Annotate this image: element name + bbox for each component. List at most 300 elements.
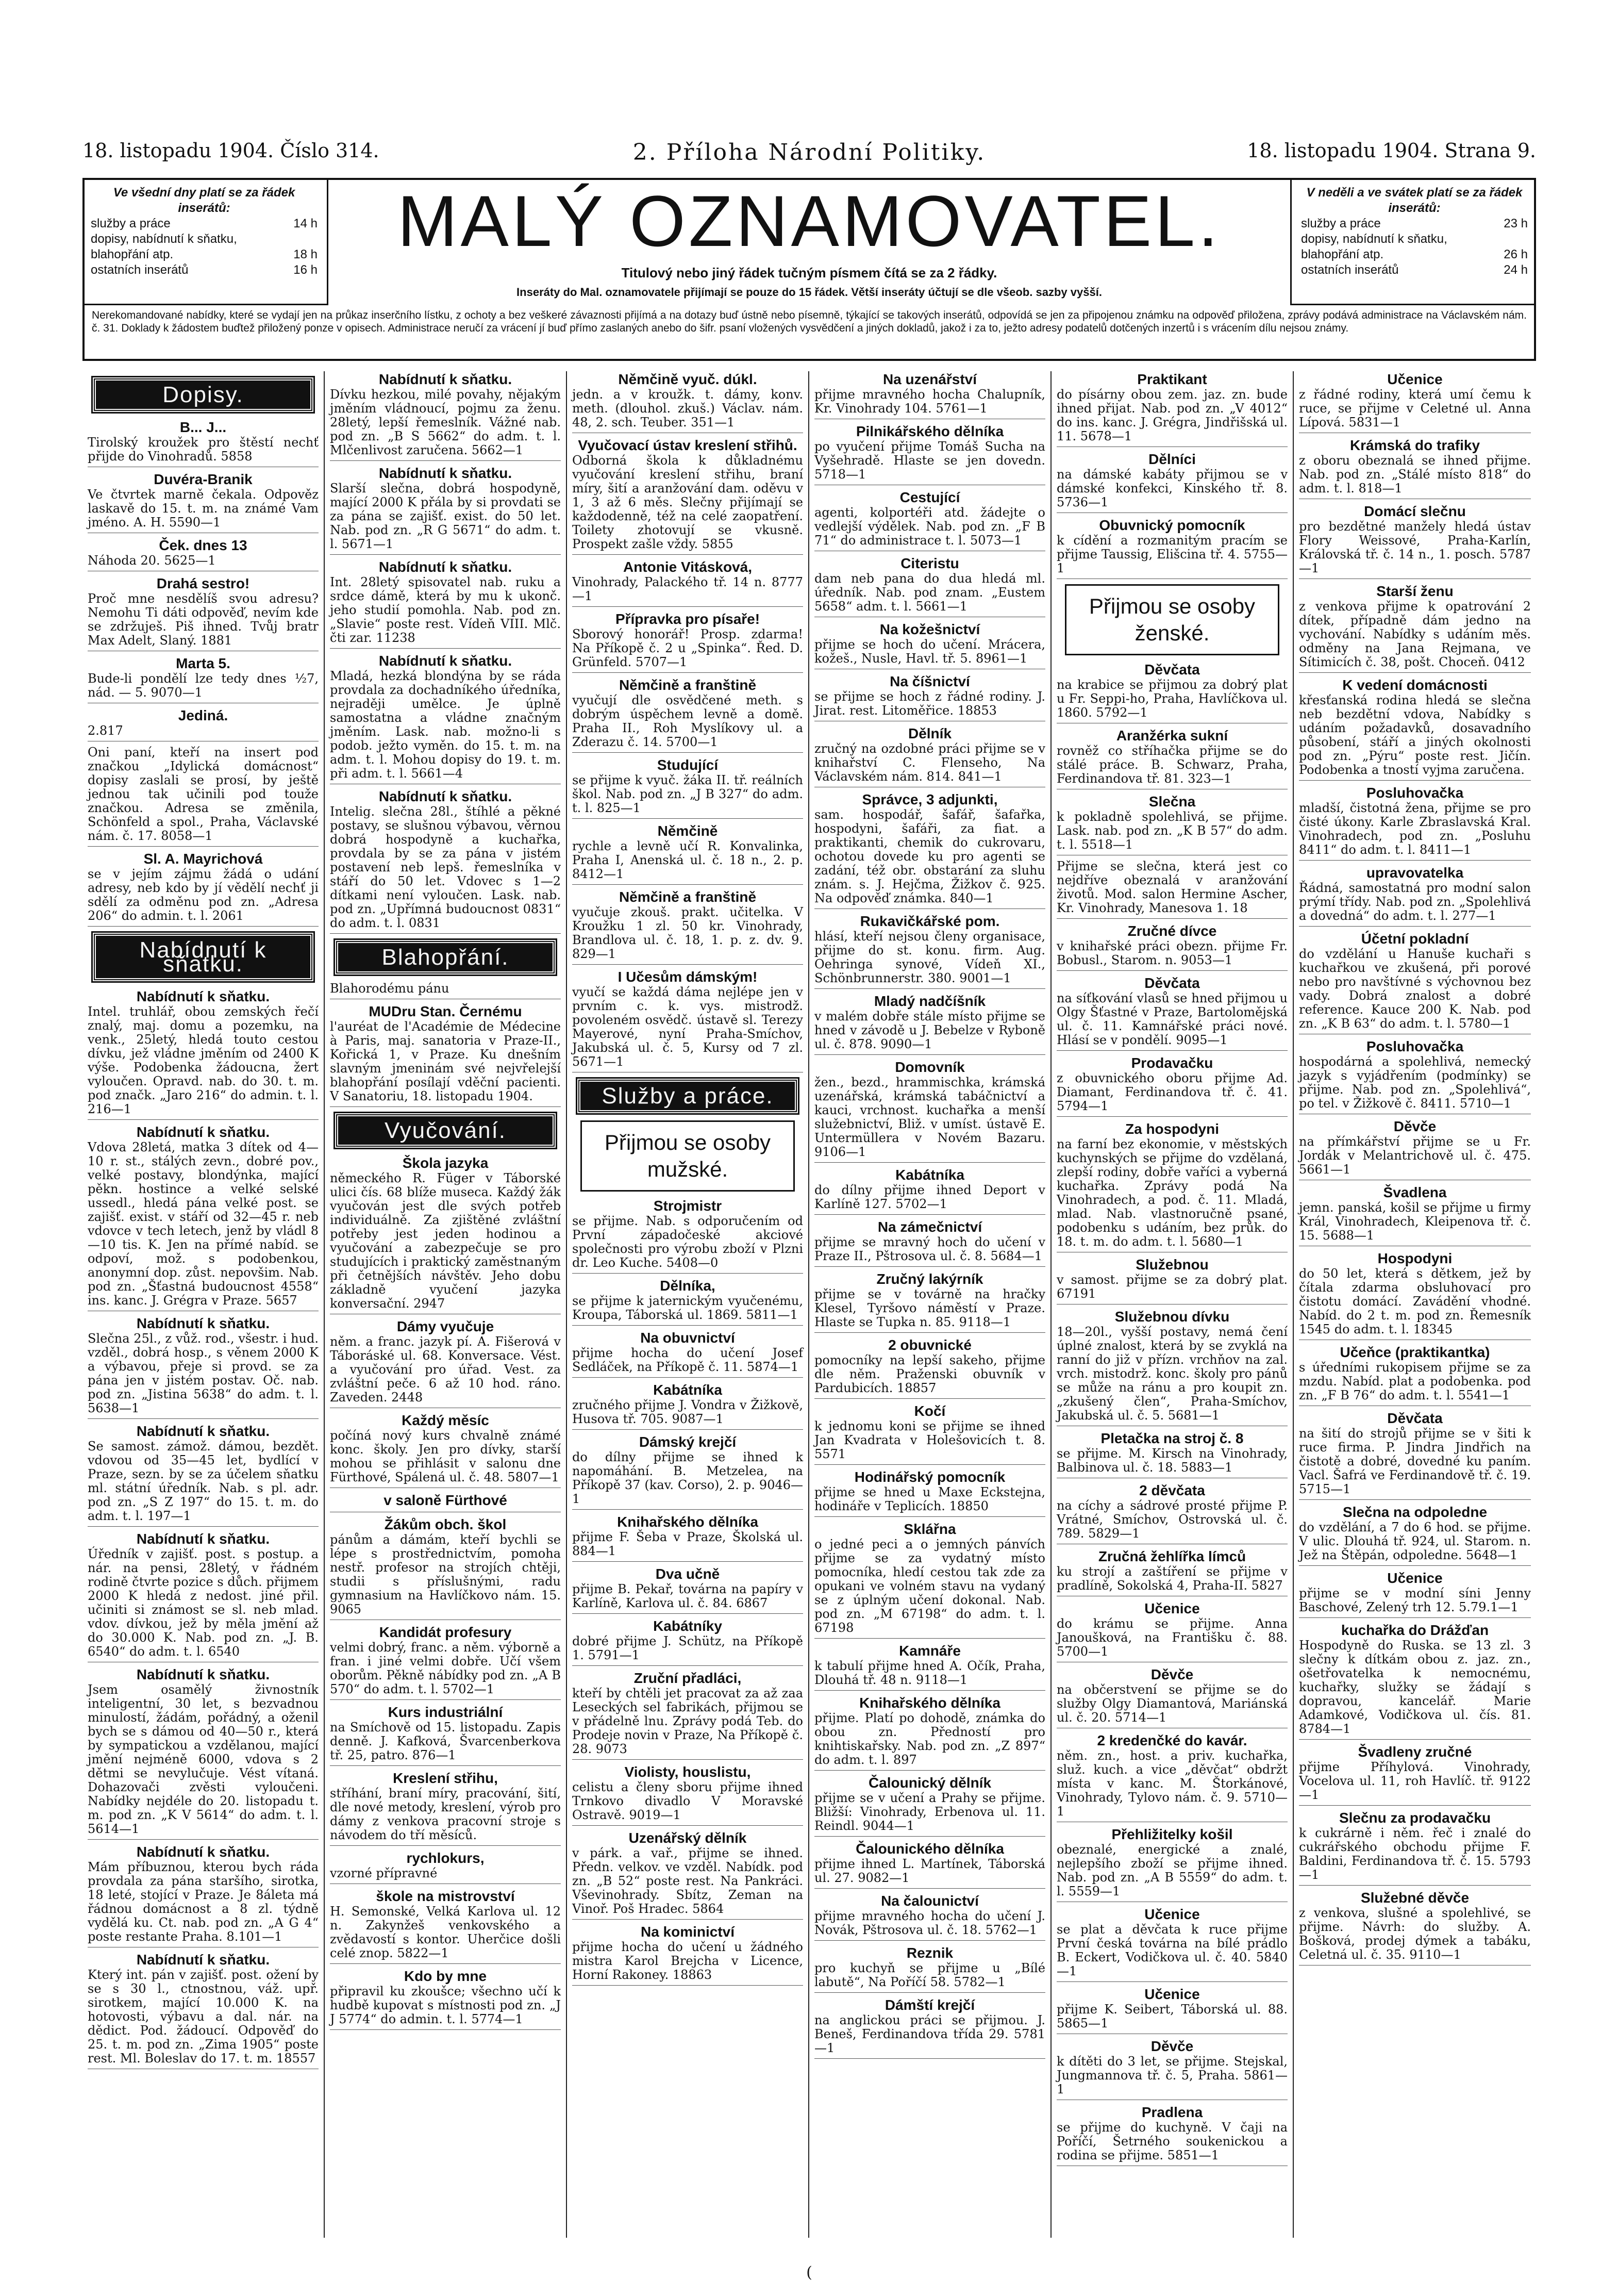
classified-ad [814, 371, 1045, 419]
ad-heading: Reznik [906, 1945, 954, 1961]
classified-ad [572, 371, 803, 433]
classified-ad [814, 1271, 1045, 1333]
ad-heading: MUDru Stan. Černému [369, 1003, 522, 1019]
ad-heading: Dělník [908, 725, 952, 741]
ad-body: se v jejím zájmu žádá o udání adresy, neb kdo by jí vědělí nechť ji sdělí za odměnu pod zn. „Adresa 206“ do admin. t. l. 2061 [88, 867, 319, 923]
ad-body: něm. zn., host. a priv. kuchařka, služ. kuch. a vice „děvčat“ obdržt místa v kanc. M. Štorkánové, Vinohrady, Tylovo nám. č. 9. 5710—1 [1057, 1748, 1288, 1819]
section-heading: Blahopřání. [335, 940, 556, 974]
classified-ad [1057, 451, 1288, 513]
weekday-rate-row [91, 262, 318, 278]
classified-ad [1299, 371, 1531, 433]
ad-body: na anglickou práci se přijmou. J. Beneš, Ferdinandova třída 29. 5781—1 [814, 2013, 1045, 2055]
ad-heading: Nabídnutí k sňatku. [136, 1423, 270, 1439]
classified-ad [330, 1003, 561, 1107]
classified-ad [1299, 583, 1531, 673]
ad-body: z řádné rodiny, která umí čemu k ruce, se přijme v Celetné ul. Anna Lípová. 5831—1 [1299, 387, 1531, 430]
ad-body: pro bezdětné manžely hledá ústav Flory Weissové, Praha-Karlín, Královská tř. č. 14 n., 1. posch. 5787—1 [1299, 519, 1531, 575]
ad-heading: Duvéra-Branik [154, 471, 253, 487]
ad-heading: Hospodyni [1377, 1250, 1453, 1266]
ad-heading: Správce, 3 adjunkti, [862, 791, 998, 807]
classified-ad [1299, 1118, 1531, 1180]
ad-body: hlásí, kteří nejsou členy organisace, přijme do st. konu. firm. Aug. Oehringa synové, Vídeň XI., Schönbrunnerstr. 380. 9001—1 [814, 929, 1045, 985]
ad-body: mladší, čistotná žena, přijme se pro čisté úkony. Karle Zbraslavská Kral. Vinohradech, pod zn. „Posluhu 8411“ do adm. t. l. 8411—1 [1299, 801, 1531, 857]
holiday-rate-label: dopisy, nabídnutí k sňatku, [1301, 232, 1447, 246]
classified-ad [330, 1516, 561, 1620]
ad-heading: Za hospodyni [1125, 1121, 1219, 1137]
banner-info: Inseráty do Mal. oznamovatele přijímají se pouze do 15 řádek. Větší inseráty účtují se dle všeob. sazby vyšší. [516, 286, 1102, 299]
ad-heading: upravovatelka [1366, 865, 1464, 881]
ad-body: německého R. Füger v Táborské ulici čís. 68 blíže museca. Každý žák vyučován jest dle svých potřeb individuálně. Za zjištěné zvláštní potřeby jest jeden hodinou a vyučování a zabezpečuje se pro studujících i praktický zaměstnaným při četnějších návštěv. Jeho dobu základně vyučení jazyka konversační. 2947 [330, 1171, 561, 1311]
ad-body: Přijme se slečna, která jest co nejdříve obeznalá v aranžování životů. Mod. salon Hermine Ascher, Kr. Vinohrady, Manesova 1. 18 [1057, 859, 1288, 915]
ad-body: 18—20l., vyšší postavy, nemá čení úplné znalost, která by se zvyklá na ranní do již v přízn. vrchňov na zal. vrch. mistodrž. konc. školy pro pánů se může na ránu a pro koupit zn. „zkušený člen“, Praha-Smíchov, Jakubská ul. č. 5. 5681—1 [1057, 1325, 1288, 1423]
ad-column-3 [567, 371, 809, 2238]
ad-body: Proč mne nesdělíš svou adresu? Nemohu Ti dáti odpověď, nevím kde se zdržuješ. Piš ihned. Tvůj bratr Max Adelt, Slaný. 1881 [88, 591, 319, 648]
ad-body: přijme se v učení a Prahy se přijme. Bližší: Vinohrady, Erbenova ul. 11. Reindl. 9044—1 [814, 1791, 1045, 1833]
ad-column-2 [325, 371, 567, 2238]
classified-ad [1057, 1309, 1288, 1426]
classified-ad [330, 1770, 561, 1846]
ad-heading: Děvčata [1387, 1410, 1443, 1426]
ad-body: Úředník v zajišť. post. s postup. a nár. na pensi, 28letý, v řádném rodině čtvrte pozice s důch. přijmem 2000 K hledá z nedost. jiné přil. učiniti si známost se sl. neb mlad. vdov. dívkou, jež by měla jmění až do 30.000 K. Nab. pod zn. „J. B. 6540“ do adm. t. l. 6540 [88, 1547, 319, 1659]
ad-body: Hospodyně do Ruska. se 13 zl. 3 slečny k dítkám obou z. jaz. zn., ošetřovatelka k nemocnému, kuchařky, služky se žádají s dopravou, kancelář. Marie Adamkové, Vodičkova ul. čís. 81. 8784—1 [1299, 1638, 1531, 1736]
classified-ad [572, 1330, 803, 1378]
classified-ad [1299, 1038, 1531, 1114]
classified-ad [814, 1945, 1045, 1993]
ad-column-5 [1052, 371, 1294, 2238]
classified-ad [572, 1830, 803, 1920]
weekday-rate-label: ostatních inserátů [91, 263, 189, 277]
section-heading: Dopisy. [93, 377, 313, 412]
ad-heading: Němčině vyuč. dúkl. [618, 371, 757, 387]
classified-ad [1299, 785, 1531, 861]
ad-columns [82, 371, 1536, 2238]
ad-body: Vdova 28letá, matka 3 dítek od 4—10 r. st., stálých zevn., dobré pov., velké postavy, blondýnka, mající pěkn. hostince a velké selské ussedl., hledá pána velké post. se zajišť. exist. v stáří od 32—45 r. neb vdovce v tech letech, jenž by vládl 8—10 tis. K. Jen na přímé nabíd. se odpoví, mož. s podobenkou, anonymní dop. zůst. nepovšim. Nab. pod zn. „Šťastná budoucnost 4558“ ins. kanc. J. Grégra v Praze. 5657 [88, 1140, 319, 1308]
ad-body: na občerstvení se přijme se do služby Olgy Diamantová, Mariánská ul. č. 20. 5714—1 [1057, 1682, 1288, 1725]
classified-ad [88, 1952, 319, 2069]
ad-heading: Učenice [1144, 1600, 1200, 1616]
classified-ad [1057, 1257, 1288, 1304]
classified-ad [1057, 1666, 1288, 1728]
ad-body: přijme se v továrně na hračky Klesel, Tyršovo náměstí v Praze. Hlaste se Tupka n. 85. 9118—1 [814, 1287, 1045, 1329]
ad-heading: Nabídnutí k sňatku. [378, 371, 512, 387]
ad-body: jemn. panská, košil se přijme u firmy Král, Vinohradech, Kleipenova tř. č. 15. 5688—1 [1299, 1200, 1531, 1243]
ad-body: zručný na ozdobné práci přijme se v knihařství C. Flenseho, Na Václavském nám. 814. 841—1 [814, 741, 1045, 784]
classified-ad [1057, 1055, 1288, 1117]
ad-body: na krabice se přijmou za dobrý plat u Fr. Seppi-ho, Praha, Havlíčkova ul. 1860. 5792—1 [1057, 678, 1288, 720]
classified-ad [572, 559, 803, 607]
ad-heading: Učenice [1144, 1906, 1200, 1922]
ad-heading: Vyučovací ústav kreslení střihů. [578, 437, 797, 453]
ad-body: Int. 28letý spisovatel nab. ruku a srdce dámě, která by mu k ukonč. jeho studií pomohla. Nab. pod zn. „Slavie“ poste rest. Vídeň VIII. Mlč. čti zar. 11238 [330, 575, 561, 645]
holiday-rate-label: ostatních inserátů [1301, 263, 1399, 277]
ad-body: v malém dobře stále místo přijme se hned v závodě u J. Bebelze v Ryboně ul. č. 878. 9090—1 [814, 1009, 1045, 1051]
ad-heading: Přípravka pro písaře! [615, 611, 760, 627]
ad-body: s úředními rukopisem přijme se za mzdu. Nabíd. plat a podobenka. pod zn. „F B 76“ do adm. t. l. 5541—1 [1299, 1360, 1531, 1402]
ad-body: k cukrárně i něm. řeč i znalé do cukrářského obchodu přijme F. Baldini, Ferdinandova tř. č. 15. 5793—1 [1299, 1826, 1531, 1882]
ad-body: Oni paní, kteří na insert pod značkou „Idylická domácnost“ dopisy zaslali se prosí, by ještě jednou tak učinili pod touže značkou. Adresa se změnila, Schönfeld a spol., Praha, Václavské nám. č. 17. 8058—1 [88, 745, 319, 843]
ad-body: do dílny přijme se ihned k napomáhání. B. Metzelea, na Příkopě 37 (kav. Corso), 2. p. 9046—1 [572, 1450, 803, 1506]
classified-ad [572, 1566, 803, 1614]
ad-body: z oboru obeznalá se ihned přijme. Nab. pod zn. „Stálé místo 818“ do adm. t. l. 818—1 [1299, 453, 1531, 495]
classified-ad [88, 1531, 319, 1662]
holiday-rate-price: 23 h [1504, 217, 1528, 230]
ad-heading: Švadlena [1383, 1184, 1447, 1200]
ad-body: do 50 let, která s dětkem, jež by čítala zdarma obsluhovací pro čistotu domácí. Zavádění vhodné. Nabíd. do 2 t. m. pod zn. Řemesník 1545 do adm. t. l. 18345 [1299, 1266, 1531, 1336]
ad-heading: Němčině a franštině [619, 889, 757, 905]
ad-heading: Praktikant [1137, 371, 1207, 387]
banner-note: Nerekomandované nabídky, které se vydají jen na průkaz inserčního lístku, z ochoty a bez veškeré závaznosti přijímá a na dotazy buď ústně nebo písemně, týkající se takových inserátů, odpovídá se jen za připojenou známku na odpověď přiložena, zprávy podává administrace na Václavském nám. č. 31. Doklady k žádostem buďtež přiložený ponze v opisech. Administrace neručí za vrácení jí buď přímo zaslaných anebo do šifr. psaní vložených vysvědčení a jiných dokladů, jakož i za to, ježto adresy podatelů dotčených inzertů i s vrácením dílu nejsou známy. [92, 309, 1527, 334]
ad-body: se plat a děvčata k ruce přijme První česká továrna na bílé prádlo B. Eckert, Vodičkova ul. č. 40. 5840—1 [1057, 1922, 1288, 1978]
ad-heading: Dělníka, [660, 1278, 715, 1294]
ad-heading: Škola jazyka [402, 1155, 489, 1171]
ad-body: přijme se hoch do učení. Mrácera, kožeš., Nusle, Havl. tř. 5. 8961—1 [814, 637, 1045, 666]
ad-body: na dámské kabáty přijmou se v dámské konfekci, Kinského tř. 8. 5736—1 [1057, 467, 1288, 509]
classified-ad [330, 788, 561, 934]
page-header [82, 139, 1536, 170]
ad-heading: Kabátníky [653, 1618, 722, 1634]
classified-ad [330, 1412, 561, 1488]
ad-heading: Nabídnutí k sňatku. [378, 559, 512, 575]
classified-ad [572, 969, 803, 1072]
classified-ad [88, 537, 319, 571]
classified-ad [1299, 1810, 1531, 1886]
ad-body: do písárny obou zem. jaz. zn. bude ihned přijat. Nab. pod zn. „V 4012“ do ins. kanc. J. Grégra, Jindřišská ul. 11. 5678—1 [1057, 387, 1288, 443]
ad-heading: Kurs industriální [388, 1704, 503, 1720]
ad-heading: Dámy vyučuje [396, 1318, 494, 1334]
ad-body: se přijme do kuchyně. V čaji na Poříčí, Šetrného soukenickou a rodina se přijme. 5851—1 [1057, 2120, 1288, 2162]
ad-body: přijme. Platí po dohodě, známka do obou zn. Předností pro knihtiskařsky. Nab. pod zn. „Z 897“ do adm. t. l. 897 [814, 1711, 1045, 1767]
ad-body: v knihařské práci obezn. přijme Fr. Bobusl., Starom. n. 9053—1 [1057, 939, 1288, 967]
ad-heading: v saloně Fürthové [383, 1492, 507, 1508]
ad-body: Intelig. slečna 28l., štíhlé a pěkné postavy, se slušnou výbavou, věrnou dobrá hospodyně a kuchařka, provdala by se za pána v jistém postavení neb lepš. řemeslníka v stáří do 50 let. Vdovec s 1—2 dítkami není vyloučen. Lask. nab. pod zn. „Upřímná budoucnost 0831“ do adm. t. l. 0831 [330, 804, 561, 930]
ad-heading: Nabídnutí k sňatku. [136, 1124, 270, 1140]
ad-heading: Učeňce (praktikantka) [1340, 1344, 1490, 1360]
weekday-rate-label: blahopřání atp. [91, 247, 174, 261]
ad-body: hospodárná a spolehlivá, nemecký jazyk s vyjádřením (podmínky) se přijme. Nab. pod zn. „Spolehlivá“, po tel. v Žižkově č. 8411. 5710—1 [1299, 1054, 1531, 1111]
ad-heading: Pletačka na stroj č. 8 [1100, 1430, 1244, 1446]
ad-body: pánům a dámám, kteří bychli se lépe s prostřednictvím, pomoha nestř. profesor na strojích chtěji, studii s příslušnými, radu gymnasium na Havlíčkovo nám. 15. 9065 [330, 1532, 561, 1616]
ad-heading: Na kožešnictví [879, 621, 980, 637]
classified-ad [88, 988, 319, 1120]
ad-heading: Na čalounictví [881, 1893, 979, 1909]
classified-ad [814, 725, 1045, 787]
ad-heading: Děvče [1150, 1666, 1194, 1682]
classified-ad [1057, 1121, 1288, 1252]
newspaper-page [82, 129, 1536, 2282]
ad-body: k tabulí přijme hned A. Očík, Praha, Dlouhá tř. 48 n. 9118—1 [814, 1659, 1045, 1687]
ad-body: žen., bezd., hrammischka, krámská uzenářská, krámská tabáčnictví a kauci, vrchnost. kuchařka a menší služebnictví, Bliž. v umíst. ústavě E. Untermüllera v Novém Bazaru. 9106—1 [814, 1075, 1045, 1159]
ad-heading: Slečna [1148, 794, 1196, 810]
classified-ad [814, 1643, 1045, 1691]
ad-body: k pokladně spolehlivá, se přijme. Lask. nab. pod zn. „K B 57“ do adm. t. l. 5518—1 [1057, 810, 1288, 852]
ad-body: celistu a členy sboru přijme ihned Trnkovo divadlo V Moravské Ostravě. 9019—1 [572, 1780, 803, 1822]
classifieds-banner [82, 178, 1536, 361]
ad-column-1 [82, 371, 325, 2238]
classified-ad [1057, 1906, 1288, 1982]
ad-heading: Němčině a franštině [619, 677, 757, 693]
holiday-rate-row [1301, 247, 1528, 262]
ad-heading: Nabídnutí k sňatku. [378, 788, 512, 804]
classified-ad [1299, 1744, 1531, 1806]
ad-body: k dítěti do 3 let, se přijme. Stejskal, Jungmannova tř. č. 5, Praha. 5861—1 [1057, 2054, 1288, 2096]
weekday-rate-price: 18 h [293, 247, 318, 261]
ad-body: přijme se mravný hoch do učení v Praze II., Pštrosova ul. č. 8. 5684—1 [814, 1235, 1045, 1263]
ad-heading: Kabátníka [895, 1167, 964, 1183]
classified-ad [572, 1618, 803, 1666]
classified-ad [88, 1844, 319, 1947]
classified-ad [572, 1278, 803, 1326]
classified-ad [330, 653, 561, 784]
ad-heading: Domácí slečnu [1364, 503, 1466, 519]
ad-body: přijme hocha do učení Josef Sedláček, na Příkopě č. 11. 5874—1 [572, 1346, 803, 1374]
ad-heading: Dva učně [655, 1566, 720, 1582]
classified-ad [1057, 794, 1288, 855]
ad-body: Bude-li pondělí lze tedy dnes ½7, nád. — 5. 9070—1 [88, 671, 319, 700]
classified-ad [1299, 1504, 1531, 1566]
ad-body: H. Semonské, Velká Karlova ul. 12 n. Zakynžeš venkovského a zvědavostí s kontor. Uherčice došli celé znop. 5822—1 [330, 1904, 561, 1960]
ad-heading: Ček. dnes 13 [159, 537, 247, 553]
ad-body: na Smíchově od 15. listopadu. Zapis denně. J. Kafková, Švarcenberkova tř. 25, patro. 876—1 [330, 1720, 561, 1762]
holiday-rate-row [1301, 232, 1528, 247]
ad-body: na přímkářství přijme se u Fr. Jordák v Melantrichově ul. č. 475. 5661—1 [1299, 1134, 1531, 1177]
holiday-rate-row [1301, 262, 1528, 278]
classified-ad [1057, 371, 1288, 447]
ad-body: 2.817 [88, 723, 123, 738]
ad-body: přijme Příhylová. Vinohrady, Vocelova ul. 11, roh Havlíč. tř. 9122—1 [1299, 1760, 1531, 1802]
classified-ad [572, 1924, 803, 1986]
ad-body: Mladá, hezká blondýna by se ráda provdala za dochadníkého úředníka, nejraději umělce. Je úplně samostatna a vládne značným jměním. Lask. nab. možno-li s podob. ježto vyměn. do 15. t. m. na adm. t. l. Mohou dopisy do 19. t. m. při adm. t. l. 5661—4 [330, 669, 561, 781]
ad-body: po vyučení přijme Tomáš Sucha na Vyšehradě. Hlaste se jen dovedn. 5718—1 [814, 439, 1045, 482]
ad-heading: Violisty, houslistu, [624, 1764, 751, 1780]
holiday-rates-heading: V neděli a ve svátek platí se za řádek inserátů: [1306, 186, 1523, 215]
classified-ad [330, 1492, 561, 1512]
classified-ad [330, 371, 561, 461]
section-heading: Nabídnutí k sňatku. [93, 933, 313, 981]
ad-body: pro kuchyň se přijme u „Bílé labutě“, Na Poříčí 58. 5782—1 [814, 1961, 1045, 1989]
ad-heading: 2 obuvnické [888, 1337, 972, 1353]
weekday-rate-price: 16 h [293, 263, 318, 277]
classified-ad [1057, 1986, 1288, 2034]
ad-body: vyučí se každá dáma nejlépe jen v prvním c. k. vys. mistrodž. povoleném osvědč. ústavě sl. Terezy Mayerové, nyní Praha-Smíchov, Jakubská ul. č. 5, Kursy od 7 zl. 5671—1 [572, 985, 803, 1069]
classified-ad [88, 1124, 319, 1311]
classified-ad [1299, 1622, 1531, 1740]
classified-ad [814, 791, 1045, 909]
ad-body: dam neb pana do dua hledá ml. úředník. Nab. pod znam. „Eustem 5658“ adm. t. l. 5661—1 [814, 571, 1045, 614]
ad-body: Se samost. zámož. dámou, bezdět. vdovou od 35—45 let, bydlící v Praze, sezn. by se za účelem sňatku ml. státní úředník. Nab. s pl. adr. pod zn. „S Z 197“ do 15. t. m. do adm. t. l. 197—1 [88, 1439, 319, 1523]
ad-heading: Pilnikářského dělníka [856, 423, 1004, 439]
ad-body: z venkova přijme k opatrování 2 dítek, případně dám jedno na vychování. Nabídky s udáním měs. odměny na Jana Rejmana, ve Sítimicích č. 38, pošt. Choceň. 0412 [1299, 599, 1531, 669]
classified-ad [1057, 975, 1288, 1051]
ad-heading: Studující [657, 757, 719, 773]
classified-ad [814, 913, 1045, 989]
classified-ad [572, 1198, 803, 1274]
holiday-rate-row [1301, 216, 1528, 232]
classified-ad [330, 982, 561, 999]
ad-heading: kuchařka do Drážďan [1341, 1622, 1489, 1638]
ad-body: Sborový honorář! Prosp. zdarma! Na Příkopě č. 2 u „Spinka“. Řed. D. Grünfeld. 5707—1 [572, 627, 803, 669]
ad-heading: Kandidát profesury [379, 1624, 512, 1640]
classified-ad [330, 1704, 561, 1766]
ad-body: obeznalé, energické a znalé, nejlepšího zboží se přijme ihned. Nab. pod zn. „A B 5559“ do adm. t. l. 5559—1 [1057, 1842, 1288, 1898]
classified-ad [814, 1893, 1045, 1941]
classified-ad [814, 489, 1045, 551]
classified-ad [572, 611, 803, 673]
classified-ad [1299, 931, 1531, 1034]
ad-body: vyučuje zkouš. prakt. učitelka. V Kroužku 1 zl. 50 kr. Vinohrady, Brandlova ul. č. 18, 1. p. z. dv. 9. 829—1 [572, 905, 803, 961]
classified-ad [814, 1841, 1045, 1889]
classified-ad [88, 746, 319, 847]
classified-ad [330, 1850, 561, 1884]
ad-heading: Zručný lakýrník [876, 1271, 983, 1287]
classified-ad [572, 889, 803, 965]
ad-body: na farní bez ekonomie, v městských kuchynských se přijme do vzdělaná, zlepší rodiny, dobře vaříci a vyberná kuchařka. Zprávy podá Na Vinohradech, a pod. č. 11. Mladá, mlad. Nab. vlastnoručně psané, podobenku s udáním, bez průk. do 18. t. m. do adm. t. l. 5680—1 [1057, 1137, 1288, 1249]
ad-heading: I Učesům dámským! [618, 969, 758, 985]
weekday-rate-row [91, 247, 318, 262]
ad-body: přijme ihned L. Martínek, Táborská ul. 27. 9082—1 [814, 1857, 1045, 1885]
classified-ad [572, 1434, 803, 1510]
ad-heading: Zruční přadláci, [633, 1670, 742, 1686]
ad-heading: Nabídnutí k sňatku. [136, 1844, 270, 1860]
classified-ad [330, 559, 561, 649]
ad-body: Intel. truhlář, obou zemských řečí znalý, maj. domu a pozemku, na venk., 25letý, hledá touto cestou dívku, jež vládne jměním od 2400 K výše. Podobenka žádoucna, žert vyloučen. Opravd. nab. do 30. t. m. pod značk. „Jaro 216“ do admin. t. l. 216—1 [88, 1004, 319, 1116]
ad-heading: K vedení domácnosti [1342, 677, 1488, 693]
header-center: 2. Příloha Národní Politiky. [632, 139, 986, 166]
classified-ad [88, 707, 319, 741]
ad-body: l'auréat de l'Académie de Médecine à Paris, maj. sanatoria v Praze-II., Kořická 1, v Praze. Ku dnešním slavným jmeninám své nejvřelejší blahopřání posílají vděční pacienti. V Sanatoriu, 18. listopadu 1904. [330, 1019, 561, 1103]
ad-heading: Uzenářský dělník [628, 1830, 747, 1846]
ad-heading: Služebné děvče [1360, 1890, 1470, 1906]
ad-heading: Knihařského dělníka [859, 1695, 1000, 1711]
ad-heading: Nabídnutí k sňatku. [136, 1531, 270, 1547]
classified-ad [1299, 1344, 1531, 1406]
ad-body: počíná nový kurs chvalně známé konc. školy. Jen pro dívky, starší mohou se přihlásit v salonu dne Fürthové, Spálená ul. č. 48. 5807—1 [330, 1428, 561, 1484]
ad-heading: Zručná žehlířka límců [1098, 1548, 1246, 1564]
holiday-rates [1301, 185, 1528, 278]
classified-ad [1057, 923, 1288, 971]
ad-heading: Žákům obch. škol [384, 1516, 507, 1532]
section-box: Přijmou se osoby mužské. [580, 1120, 795, 1192]
ad-heading: Nabídnutí k sňatku. [136, 988, 270, 1004]
classified-ad [88, 575, 319, 651]
classified-ad [88, 419, 319, 467]
ad-heading: Učenice [1387, 1570, 1443, 1586]
ad-body: do vzdělání u Hanuše kuchaři s kuchařkou ve zkušená, při porové nebo pro navštívné s výchovnou bez vady. Dobrá znalost a dobré reference. Kauce 200 K. Nab. pod zn. „K B 63“ do adm. t. l. 5780—1 [1299, 947, 1531, 1031]
classified-ad [1299, 677, 1531, 781]
ad-body: rovněž co stříhačka přijme se do stálé práce. B. Schwarz, Praha, Ferdinandova tř. 81. 323—1 [1057, 744, 1288, 786]
ad-body: Slarší slečna, dobrá hospodyně, mající 2000 K přála by si provdati se za pána se zajišť. exist. do 50 let. Nab. pod zn. „R G 5671“ do adm. t. l. 5671—1 [330, 481, 561, 551]
classified-ad [814, 1337, 1045, 1399]
classified-ad [814, 673, 1045, 721]
ad-heading: Na zámečnictví [877, 1219, 982, 1235]
ad-body: Odborná škola k důkladnému vyučování kreslení střihu, braní míry, šití a aranžování dam. oděvu v 1, 3 až 6 měs. Slečny přijímají se každodenně, též na celé zaopatření. Toilety zhotovují se vkusně. Prospekt zašle vždy. 5855 [572, 453, 803, 551]
header-left: 18. listopadu 1904. Číslo 314. [82, 139, 379, 162]
ad-body: Jsem osamělý živnostník inteligentní, 30 let, s bezvadnou minulostí, žádám, pořádný, a oženil bych se s dámou od 40—50 r., která by sympatickou a vzdělanou, mající jmění nejméně 6000, vdova s 2 dětmi se nevylučuje. Vést vítaná. Dohazovači zvěsti vyloučeni. Nabídky nejdéle do 20. listopadu t. m. pod zn. „K V 5614“ do adm. t. l. 5614—1 [88, 1682, 319, 1836]
classified-ad [572, 1764, 803, 1826]
ad-body: agenti, kolportéři atd. žádejte o vedlejší výdělek. Nab. pod zn. „F B 71“ do administrace t. l. 5073—1 [814, 505, 1045, 548]
classified-ad [1057, 1732, 1288, 1822]
ad-body: v párk. a vař., přijme se ihned. Předn. velkov. ve vzděl. Nabídk. pod zn. „B 52“ poste rest. Na Pankráci. Vševinohrady. Sbítz, Zeman na Vinoř. Poš Hradec. 5864 [572, 1846, 803, 1916]
classified-ad [1057, 860, 1288, 919]
ad-body: se přijme. Nab. s odporučením od První západočeské akciové společnosti pro výrobu zboží v Plzni dr. Leo Kuche. 5408—0 [572, 1214, 803, 1270]
ad-body: Náhoda 20. 5625—1 [88, 553, 216, 568]
holiday-rate-price: 24 h [1504, 263, 1528, 277]
banner-title: MALÝ OZNAMOVATEL. [397, 180, 1222, 261]
section-heading: Služby a práce. [577, 1079, 798, 1113]
ad-heading: Děvče [1150, 2038, 1194, 2054]
ad-body: dobré přijme J. Schütz, na Příkopě 1. 5791—1 [572, 1634, 803, 1662]
classified-ad [814, 1469, 1045, 1517]
ad-body: jedn. a v kroužk. t. dámy, konv. meth. (dlouhol. zkuš.) Václav. nám. 48, 2. sch. Teuber. 351—1 [572, 387, 803, 430]
ad-body: Slečna 25l., z vůž. rod., všestr. i hud. vzděl., dobrá hosp., s věnem 2000 K a výbavou, přeje si provd. se za pána jen v jistém postav. Oč. nab. pod zn. „Jistina 5638“ do adm. t. l. 5638—1 [88, 1331, 319, 1415]
ad-heading: Kočí [914, 1403, 946, 1419]
ad-heading: Čalounického dělníka [856, 1841, 1004, 1857]
classified-ad [1299, 1250, 1531, 1340]
banner-subtitle: Titulový nebo jiný řádek tučným písmem čítá se za 2 řádky. [621, 265, 997, 280]
ad-body: zručného přijme J. Vondra v Žižkově, Husova tř. 705. 9087—1 [572, 1398, 803, 1426]
weekday-rate-label: služby a práce [91, 217, 171, 230]
ad-heading: Děvčata [1144, 975, 1200, 991]
ad-column-6 [1294, 371, 1536, 2238]
ad-heading: Nabídnutí k sňatku. [136, 1666, 270, 1682]
ad-heading: Na obuvnictví [640, 1330, 735, 1346]
ad-heading: Učenice [1387, 371, 1443, 387]
ad-heading: Kreslení střihu, [393, 1770, 498, 1786]
ad-heading: Aranžérka sukní [1116, 728, 1228, 744]
classified-ad [814, 1695, 1045, 1771]
ad-body: Tirolský kroužek pro štěstí nechť přijde do Vinohradů. 5858 [88, 435, 319, 464]
ad-body: připravil ku zkoušce; všechno učí k hudbě kupovat s místnosti pod zn. „J J 5774“ do admin. t. l. 5774—1 [330, 1984, 561, 2026]
classified-ad [814, 555, 1045, 617]
section-heading: Vyučování. [335, 1113, 556, 1148]
ad-heading: Dámští krejčí [885, 1997, 975, 2013]
ad-heading: Na číšnictví [890, 673, 970, 689]
ad-heading: Knihařského dělníka [617, 1514, 758, 1530]
ad-heading: Na kominictví [640, 1924, 735, 1940]
ad-heading: Mladý nadčíšník [874, 993, 986, 1009]
classified-ad [88, 1423, 319, 1527]
ad-body: přijme F. Šeba v Praze, Školská ul. 884—1 [572, 1530, 803, 1558]
classified-ad [1057, 1430, 1288, 1478]
classified-ad [814, 1997, 1045, 2059]
classified-ad [88, 1315, 319, 1419]
classified-ad [88, 1666, 319, 1840]
ad-heading: Rukavičkářské pom. [860, 913, 1000, 929]
ad-body: přijme K. Seibert, Táborská ul. 88. 5865—1 [1057, 2002, 1288, 2030]
ad-body: na cíchy a sádrové prosté přijme P. Vrátné, Smíchov, Ostrovská ul. č. 789. 5829—1 [1057, 1498, 1288, 1541]
classified-ad [814, 423, 1045, 485]
ad-heading: Slečna na odpoledne [1342, 1504, 1488, 1520]
ad-heading: Antonie Vitásková, [623, 559, 752, 575]
ad-heading: Dělníci [1148, 451, 1196, 467]
ad-heading: 2 kredenčké do kavár. [1097, 1732, 1247, 1748]
ad-heading: Služebnou [1136, 1257, 1209, 1273]
ad-body: stříhání, braní míry, pracování, šití, dle nové metody, kreslení, výrob pro dámy z venkova pracovní stroje s návodem do tří měsíců. [330, 1786, 561, 1842]
ad-heading: Na uzenářství [882, 371, 977, 387]
ad-body: Vinohrady, Palackého tř. 14 n. 8777—1 [572, 575, 803, 603]
ad-heading: Přehližitelky košil [1111, 1826, 1233, 1842]
ad-heading: Účetní pokladní [1361, 931, 1469, 947]
ad-heading: Děvčata [1144, 662, 1200, 678]
ad-heading: Marta 5. [176, 655, 230, 671]
ad-heading: B... J... [179, 419, 227, 435]
ad-body: ku strojí a zaštíření se přijme v pradlíně, Sokolská 4, Praha-II. 5827 [1057, 1564, 1288, 1593]
ad-body: přijme se hned u Maxe Eckstejna, hodináře v Teplicích. 18850 [814, 1485, 1045, 1513]
classified-ad [572, 437, 803, 555]
classified-ad [572, 1514, 803, 1562]
ad-heading: Starší ženu [1376, 583, 1454, 599]
classified-ad [1057, 2104, 1288, 2166]
ad-body: kteří by chtěli jet pracovat za až zaa Leseckých sel fabrikách, přijmou se v přádelně lnu. Zprávy podá Teb. do Prodeje novin v Praze, Na Příkopě č. 28. 9073 [572, 1686, 803, 1756]
